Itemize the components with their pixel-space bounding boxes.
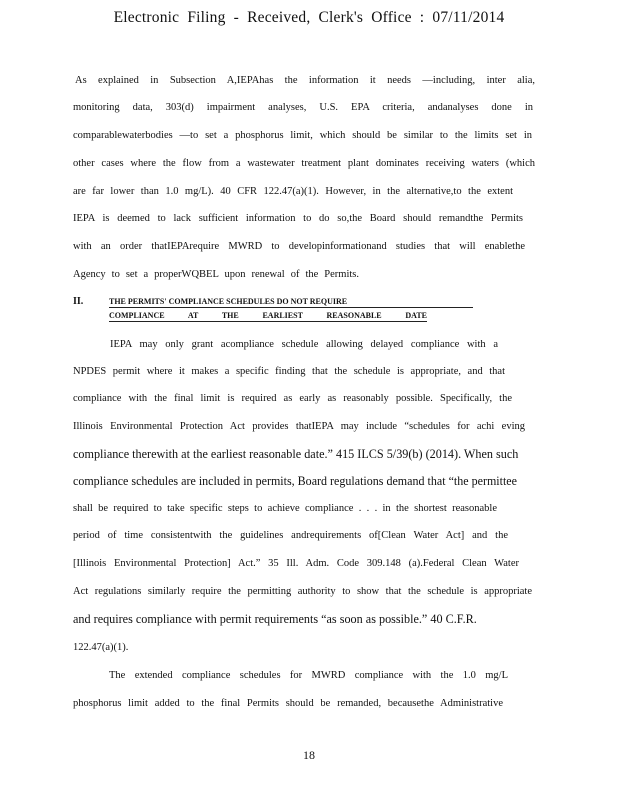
- text-line: other cases where the flow from a wastewater treatment plant dominates receiving waters (which: [73, 158, 535, 169]
- text-line: NPDES permit where it makes a specific finding that the schedule is appropriate, and that: [73, 366, 505, 377]
- text-line: As explained in Subsection A,IEPAhas the information it needs —including, inter alia,: [75, 75, 535, 86]
- section-number: II.: [73, 296, 84, 307]
- text-line: IEPA may only grant acompliance schedule allowing delayed compliance with a: [110, 339, 498, 350]
- text-line: comparablewaterbodies —to set a phosphorus limit, which should be similar to the limits set in: [73, 130, 532, 141]
- text-line: monitoring data, 303(d) impairment analyses, U.S. EPA criteria, andanalyses done in: [73, 102, 533, 113]
- text-line: shall be required to take specific steps to achieve compliance . . . in the shortest reasonable: [73, 503, 497, 514]
- text-line: The extended compliance schedules for MWRD compliance with the 1.0 mg/L: [109, 670, 508, 681]
- text-line: are far lower than 1.0 mg/L). 40 CFR 122.47(a)(1). However, in the alternative,to the extent: [73, 186, 513, 197]
- text-line: period of time consistentwith the guidelines andrequirements of[Clean Water Act] and the: [73, 530, 508, 541]
- page-number: 18: [303, 748, 315, 762]
- text-line: Act regulations similarly require the permitting authority to show that the schedule is appropriate: [73, 586, 532, 597]
- text-line: compliance with the final limit is required as early as reasonably possible. Specifically, the: [73, 393, 512, 404]
- text-line: IEPA is deemed to lack sufficient information to do so,the Board should remandthe Permits: [73, 213, 523, 224]
- text-line: [Illinois Environmental Protection] Act.” 35 Ill. Adm. Code 309.148 (a).Federal Clean Water: [73, 558, 519, 569]
- text-line: with an order thatIEPArequire MWRD to developinformationand studies that will enablethe: [73, 241, 525, 252]
- text-line: compliance schedules are included in permits, Board regulations demand that “the permittee: [73, 474, 517, 488]
- text-line: phosphorus limit added to the final Permits should be remanded, becausethe Administrative: [73, 698, 503, 709]
- text-line: and requires compliance with permit requirements “as soon as possible.” 40 C.F.R.: [73, 612, 477, 626]
- filing-header: Electronic Filing - Received, Clerk's Office : 07/11/2014: [113, 9, 505, 26]
- text-line: 122.47(a)(1).: [73, 642, 129, 653]
- text-line: Illinois Environmental Protection Act provides thatIEPA may include “schedules for achi eving: [73, 421, 525, 432]
- section-heading-line2: COMPLIANCE AT THE EARLIEST REASONABLE DATE: [109, 311, 427, 320]
- section-heading-line1: THE PERMITS' COMPLIANCE SCHEDULES DO NOT REQUIRE: [109, 297, 473, 308]
- text-line: Agency to set a properWQBEL upon renewal of the Permits.: [73, 269, 359, 280]
- text-line: compliance therewith at the earliest reasonable date.” 415 ILCS 5/39(b) (2014). When such: [73, 447, 519, 461]
